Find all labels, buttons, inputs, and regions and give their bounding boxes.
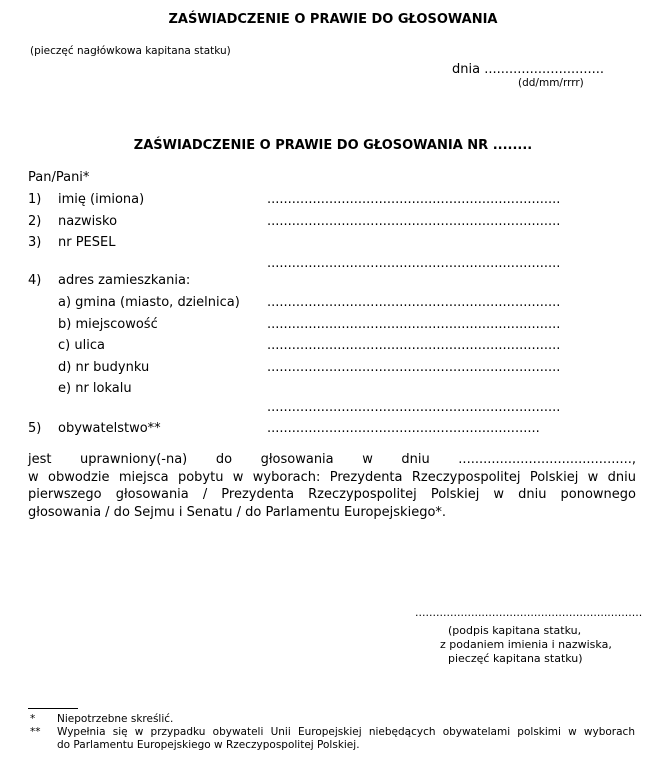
field-blank-pesel: ....................................................................... [267,256,561,271]
field-blank-street: ....................................................................... [267,338,561,353]
field-label-first-name: imię (imiona) [58,192,145,207]
signature-caption: z podaniem imienia i nazwiska, [440,638,612,651]
signature-caption: (podpis kapitana statku, [448,624,582,637]
field-number: 3) [28,235,42,250]
footnote-text [57,726,635,752]
footnote-divider [28,708,78,709]
footnote-text: Niepotrzebne skreślić. [57,713,174,725]
field-blank-locality: ....................................................................... [267,317,561,332]
field-label-building-number: d) nr budynku [58,360,150,375]
statement-line: głosowania / do Sejmu i Senatu / do Parlamentu Europejskiego*. [28,504,447,520]
field-number: 4) [28,273,42,288]
field-label-address: adres zamieszkania: [58,273,191,288]
certificate-title: ZAŚWIADCZENIE O PRAWIE DO GŁOSOWANIA NR ........ [133,138,533,153]
footnote-line: Wypełnia się w przypadku obywateli Unii Europejskiej niebędących obywatelami polskimi w wyborach [57,726,635,738]
field-label-pesel: nr PESEL [58,235,116,250]
field-blank-first-name: ....................................................................... [267,192,561,207]
field-number: 1) [28,192,42,207]
field-blank-surname: ....................................................................... [267,214,561,229]
statement-line: w obwodzie miejsca pobytu w wyborach: Prezydenta Rzeczypospolitej Polskiej w dniu [28,469,636,485]
signature-line: ................................................................. [415,606,643,619]
salutation: Pan/Pani* [28,170,90,185]
field-blank-municipality: ....................................................................... [267,295,561,310]
statement-line: pierwszego głosowania / Prezydenta Rzeczypospolitej Polskiej w dniu ponownego [28,487,636,502]
field-label-locality: b) miejscowość [58,317,158,332]
signature-caption: pieczęć kapitana statku) [448,652,583,665]
footnote-mark: * [30,713,36,725]
field-blank-building-number: ....................................................................... [267,360,561,375]
field-label-apartment-number: e) nr lokalu [58,381,132,396]
field-label-citizenship: obywatelstwo** [58,421,161,436]
field-number: 2) [28,214,42,229]
footnote-mark: ** [30,726,41,738]
document-title: ZAŚWIADCZENIE O PRAWIE DO GŁOSOWANIA [168,12,498,27]
field-label-municipality: a) gmina (miasto, dzielnica) [58,295,240,310]
footnote-line: do Parlamentu Europejskiego w Rzeczypospolitej Polskiej. [57,739,360,751]
field-label-street: c) ulica [58,338,105,353]
field-blank-citizenship: .................................................................. [267,421,540,436]
field-number: 5) [28,421,42,436]
field-blank-apartment-number: ....................................................................... [267,400,561,415]
stamp-note: (pieczęć nagłówkowa kapitana statku) [30,45,231,57]
date-field: dnia ............................. [452,62,605,77]
date-format-hint: (dd/mm/rrrr) [518,77,584,89]
entitlement-statement [28,451,636,521]
field-label-surname: nazwisko [58,214,118,229]
statement-line: jest uprawniony(-na) do głosowania w dniu .........................................., [28,452,636,467]
